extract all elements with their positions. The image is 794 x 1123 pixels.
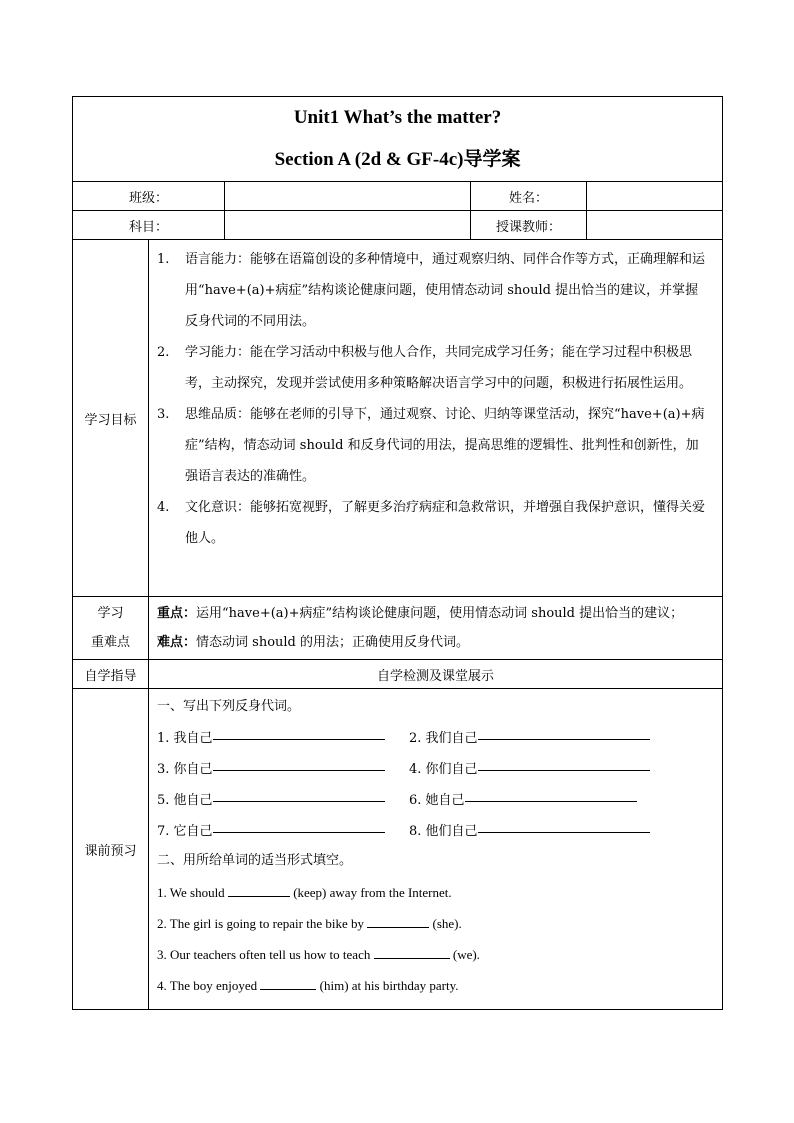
pronoun-number: 4. [409,762,422,777]
key-points-label [73,597,149,660]
difficulty-text: 情态动词 should 的用法；正确使用反身代词。 [196,635,470,650]
key-points-content [149,597,723,660]
pronoun-item [157,723,409,754]
key-point-line [157,599,714,628]
pronoun-number: 2. [409,731,422,746]
pronoun-word: 他们自己 [425,824,478,839]
pronoun-word: 他自己 [173,793,213,808]
pronoun-item [409,754,661,785]
pronoun-word: 她自己 [425,793,465,808]
objective-text: 思维品质：能够在老师的引导下，通过观察、讨论、归纳等课堂活动，探究“have+(a)+病症”结构，情态动词 should 和反身代词的用法，提高思维的逻辑性、批判性和创新性，加强语言表达的准确性。 [185,407,705,484]
pronoun-number: 1. [157,731,170,746]
pronoun-blank[interactable] [465,785,637,802]
objective-item [157,244,710,337]
sentence-before: 4. The boy enjoyed [157,978,261,993]
objective-item [157,399,710,492]
pronoun-number: 6. [409,793,422,808]
pronoun-row [157,754,714,785]
pronoun-number: 8. [409,824,422,839]
guide-label: 自学指导 [73,660,149,689]
difficulty-line [157,628,714,657]
pronoun-blank[interactable] [213,723,385,740]
pronoun-word: 你自己 [173,762,213,777]
page-title: Unit1 What’s the matter? [293,107,502,128]
teacher-field[interactable] [587,211,723,240]
sentence-blank[interactable] [228,880,290,897]
sentence-item [157,970,714,1001]
worksheet [72,96,722,1010]
pronoun-word: 我们自己 [425,731,478,746]
pronoun-item [409,816,661,847]
objective-number: 1. [157,252,170,267]
objective-number: 3. [157,407,170,422]
key-point-heading: 重点： [157,606,197,621]
pronoun-row [157,723,714,754]
preview-content [149,689,723,1010]
page-subtitle: Section A (2d & GF-4c)导学案 [274,149,521,170]
objective-text: 文化意识：能够拓宽视野，了解更多治疗病症和急救常识，并增强自我保护意识，懂得关爱他人。 [185,500,706,546]
sentence-blank[interactable] [260,973,316,990]
pronoun-blank[interactable] [478,816,650,833]
pronoun-row [157,816,714,847]
objective-text: 学习能力：能在学习活动中积极与他人合作，共同完成学习任务；能在学习过程中积极思考，主动探究，发现并尝试使用多种策略解决语言学习中的问题，积极进行拓展性运用。 [185,345,693,391]
subject-label: 科目： [73,211,225,240]
pronoun-item [409,723,661,754]
key-points-label-line1: 学习 [97,606,124,621]
key-points-label-line2: 重难点 [90,635,130,650]
pronoun-item [157,754,409,785]
sentence-item [157,939,714,970]
pronoun-word: 我自己 [173,731,213,746]
difficulty-heading: 难点： [157,635,197,650]
pronoun-number: 3. [157,762,170,777]
class-field[interactable] [225,182,471,211]
pronoun-row [157,785,714,816]
pronoun-blank[interactable] [478,754,650,771]
sentence-after: (him) at his birthday party. [316,978,459,993]
name-field[interactable] [587,182,723,211]
worksheet-table [72,96,723,1010]
key-point-text: 运用“have+(a)+病症”结构谈论健康问题，使用情态动词 should 提出恰当的建议； [196,606,684,621]
objectives-content [149,240,723,597]
pronoun-item [157,785,409,816]
guide-content: 自学检测及课堂展示 [149,660,723,689]
sentence-blank[interactable] [374,942,450,959]
sentence-before: 1. We should [157,885,228,900]
pronoun-blank[interactable] [213,754,385,771]
pronoun-number: 7. [157,824,170,839]
sentence-before: 3. Our teachers often tell us how to teach [157,947,374,962]
pronoun-word: 你们自己 [425,762,478,777]
sentence-item [157,877,714,908]
pronoun-blank[interactable] [213,816,385,833]
name-label: 姓名： [471,182,587,211]
title-cell [73,97,723,182]
preview-label: 课前预习 [73,689,149,1010]
objective-item [157,492,710,554]
sentence-blank[interactable] [367,911,429,928]
pronoun-word: 它自己 [173,824,213,839]
sentence-after: (she). [429,916,462,931]
sentence-item [157,908,714,939]
objective-item [157,337,710,399]
sentence-before: 2. The girl is going to repair the bike by [157,916,368,931]
section2-title: 二、用所给单词的适当形式填空。 [157,853,353,868]
pronoun-number: 5. [157,793,170,808]
sentence-after: (we). [449,947,480,962]
pronoun-item [409,785,661,816]
objective-number: 4. [157,500,170,515]
teacher-label: 授课教师： [471,211,587,240]
subject-field[interactable] [225,211,471,240]
pronoun-item [157,816,409,847]
pronoun-blank[interactable] [213,785,385,802]
class-label: 班级： [73,182,225,211]
pronoun-blank[interactable] [478,723,650,740]
objectives-label: 学习目标 [73,240,149,597]
objective-text: 语言能力：能够在语篇创设的多种情境中，通过观察归纳、同伴合作等方式，正确理解和运用“have+(a)+病症”结构谈论健康问题，使用情态动词 should 提出恰当的建议，并掌握反身代词的不同用法。 [185,252,706,329]
objective-number: 2. [157,345,170,360]
sentence-after: (keep) away from the Internet. [289,885,452,900]
section1-title: 一、写出下列反身代词。 [157,699,301,714]
